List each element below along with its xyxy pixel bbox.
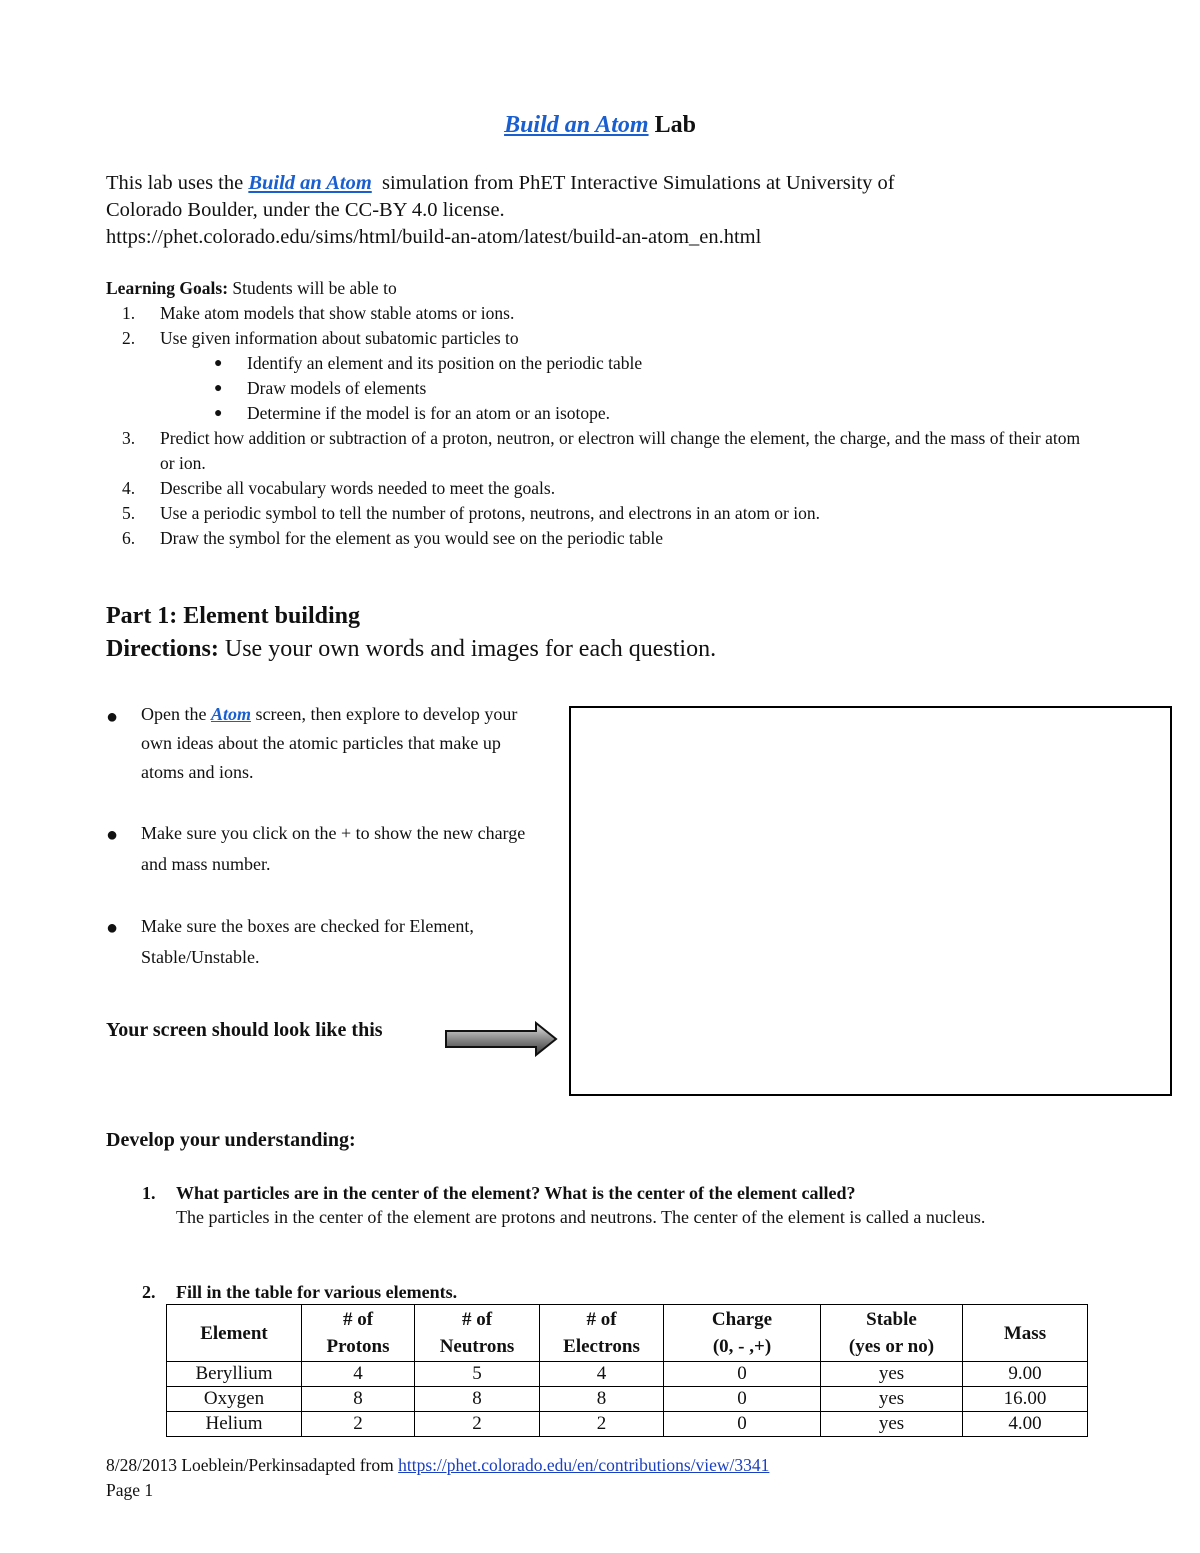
intro-prefix: This lab uses the [106,172,249,194]
header-text: Charge [711,1309,773,1330]
goal-text: Predict how addition or subtraction of a proton, neutron, or electron will change the element, the charge, and the mass of their atom or ion. [160,428,1081,473]
title-link[interactable]: Build an Atom [504,112,649,138]
header-text: (0, - ,+) [712,1336,772,1357]
table-header [302,1305,415,1362]
table-cell: 8 [540,1387,664,1412]
table-cell: 8 [415,1387,540,1412]
table-cell: 4 [302,1362,415,1387]
table-cell: 0 [664,1362,821,1387]
header-text: (yes or no) [848,1336,935,1357]
title-suffix: Lab [648,112,696,138]
table-cell: Beryllium [167,1362,302,1387]
goal-text: Use given information about subatomic particles to [160,328,519,348]
bullet-icon: ● [214,406,223,421]
header-text: Element [200,1322,268,1344]
table-cell: yes [821,1362,963,1387]
bullet-icon: ● [106,824,119,846]
table-cell: yes [821,1387,963,1412]
header-text: Mass [1003,1322,1047,1344]
goal-number: 4. [122,478,136,498]
page-footer [106,1453,769,1503]
goal-item [106,301,1096,326]
page-title [0,112,1200,139]
atom-screen-link[interactable]: Atom [210,704,251,724]
directions-text: Use your own words and images for each question. [218,636,717,662]
goal-subitem [106,376,1096,401]
question-number: 2. [142,1282,156,1302]
screen-hint: Your screen should look like this [106,1019,383,1041]
question-2 [106,1280,1086,1304]
goal-number: 3. [122,428,136,448]
table-header [167,1305,302,1362]
part1-heading: Part 1: Element building [106,603,361,629]
instruction-text: Make sure you click on the + to show the new charge and mass number. [141,823,526,874]
learning-goals [106,276,1096,551]
header-text: Protons [326,1336,390,1357]
develop-heading: Develop your understanding: [106,1129,356,1151]
header-text: # of [586,1309,617,1330]
goal-subitem-text: Identify an element and its position on the periodic table [247,353,643,373]
table-cell: Oxygen [167,1387,302,1412]
table-header [664,1305,821,1362]
bullet-icon: ● [106,706,119,728]
part1-heading-block [106,600,716,666]
goal-text: Use a periodic symbol to tell the number of protons, neutrons, and electrons in an atom or ion. [160,503,820,523]
goal-item [106,476,1096,501]
page-number: Page 1 [106,1480,154,1500]
table-row [167,1362,1088,1387]
instruction-text: Make sure the boxes are checked for Element, Stable/Unstable. [141,916,474,967]
answer-text: The particles in the center of the element are protons and neutrons. The center of the element is called a nucleus. [176,1207,986,1227]
table-cell: 16.00 [963,1387,1088,1412]
table-header [963,1305,1088,1362]
table-cell: 9.00 [963,1362,1088,1387]
goal-number: 1. [122,303,136,323]
bullet-icon: ● [106,917,119,939]
elements-table [166,1304,1088,1437]
intro-sim-link[interactable]: Build an Atom [248,172,372,194]
bullet-icon: ● [214,381,223,396]
goal-number: 2. [122,328,136,348]
goal-text: Describe all vocabulary words needed to meet the goals. [160,478,556,498]
goal-subitem [106,351,1096,376]
table-cell: 2 [415,1412,540,1437]
goal-number: 6. [122,528,136,548]
header-text: Electrons [563,1336,640,1357]
table-cell: 0 [664,1387,821,1412]
table-header [540,1305,664,1362]
table-cell: 4 [540,1362,664,1387]
question-1 [106,1181,1086,1229]
table-cell: 2 [540,1412,664,1437]
goal-item [106,501,1096,526]
table-cell: 5 [415,1362,540,1387]
directions-label: Directions: [106,636,219,662]
learning-goals-label: Learning Goals: [106,278,229,298]
table-cell: 2 [302,1412,415,1437]
goal-item [106,426,1096,476]
intro-line2: Colorado Boulder, under the CC-BY 4.0 license. [106,199,505,221]
header-text: Stable [866,1309,917,1330]
goal-subitem-text: Draw models of elements [247,378,427,398]
header-text: # of [342,1309,374,1330]
table-row [167,1387,1088,1412]
intro-paragraph [106,170,1066,251]
table-cell: Helium [167,1412,302,1437]
table-cell: 0 [664,1412,821,1437]
instruction-text: Open the [141,704,211,724]
table-cell: 4.00 [963,1412,1088,1437]
right-arrow-icon [444,1021,558,1057]
goal-item [106,326,1096,351]
goal-text: Make atom models that show stable atoms or ions. [160,303,515,323]
learning-goals-lead: Students will be able to [228,278,397,298]
bullet-icon: ● [214,356,223,371]
table-row [167,1412,1088,1437]
header-text: Neutrons [439,1336,515,1357]
instruction-bullet [106,911,546,973]
goal-subitem [106,401,1096,426]
instruction-bullet [106,700,546,787]
goal-item [106,526,1096,551]
instruction-bullet [106,818,546,880]
intro-url: https://phet.colorado.edu/sims/html/build-an-atom/latest/build-an-atom_en.html [106,226,762,248]
footer-link[interactable]: https://phet.colorado.edu/en/contributions/view/3341 [398,1455,770,1475]
table-header [415,1305,540,1362]
goal-text: Draw the symbol for the element as you would see on the periodic table [160,528,663,548]
question-number: 1. [142,1183,156,1203]
screenshot-placeholder [569,706,1172,1096]
footer-text: 8/28/2013 Loeblein/Perkinsadapted from [106,1455,399,1475]
table-cell: 8 [302,1387,415,1412]
header-text: # of [461,1309,493,1330]
goal-subitem-text: Determine if the model is for an atom or an isotope. [247,403,611,423]
question-text: What particles are in the center of the element? What is the center of the element called? [176,1183,856,1203]
table-header [821,1305,963,1362]
goal-number: 5. [122,503,136,523]
instruction-text: screen, then explore to develop your own ideas about the atomic particles that make up atoms and ions. [141,704,518,782]
intro-line1-rest: simulation from PhET Interactive Simulations at University of [371,172,895,194]
table-cell: yes [821,1412,963,1437]
question-text: Fill in the table for various elements. [176,1282,458,1302]
